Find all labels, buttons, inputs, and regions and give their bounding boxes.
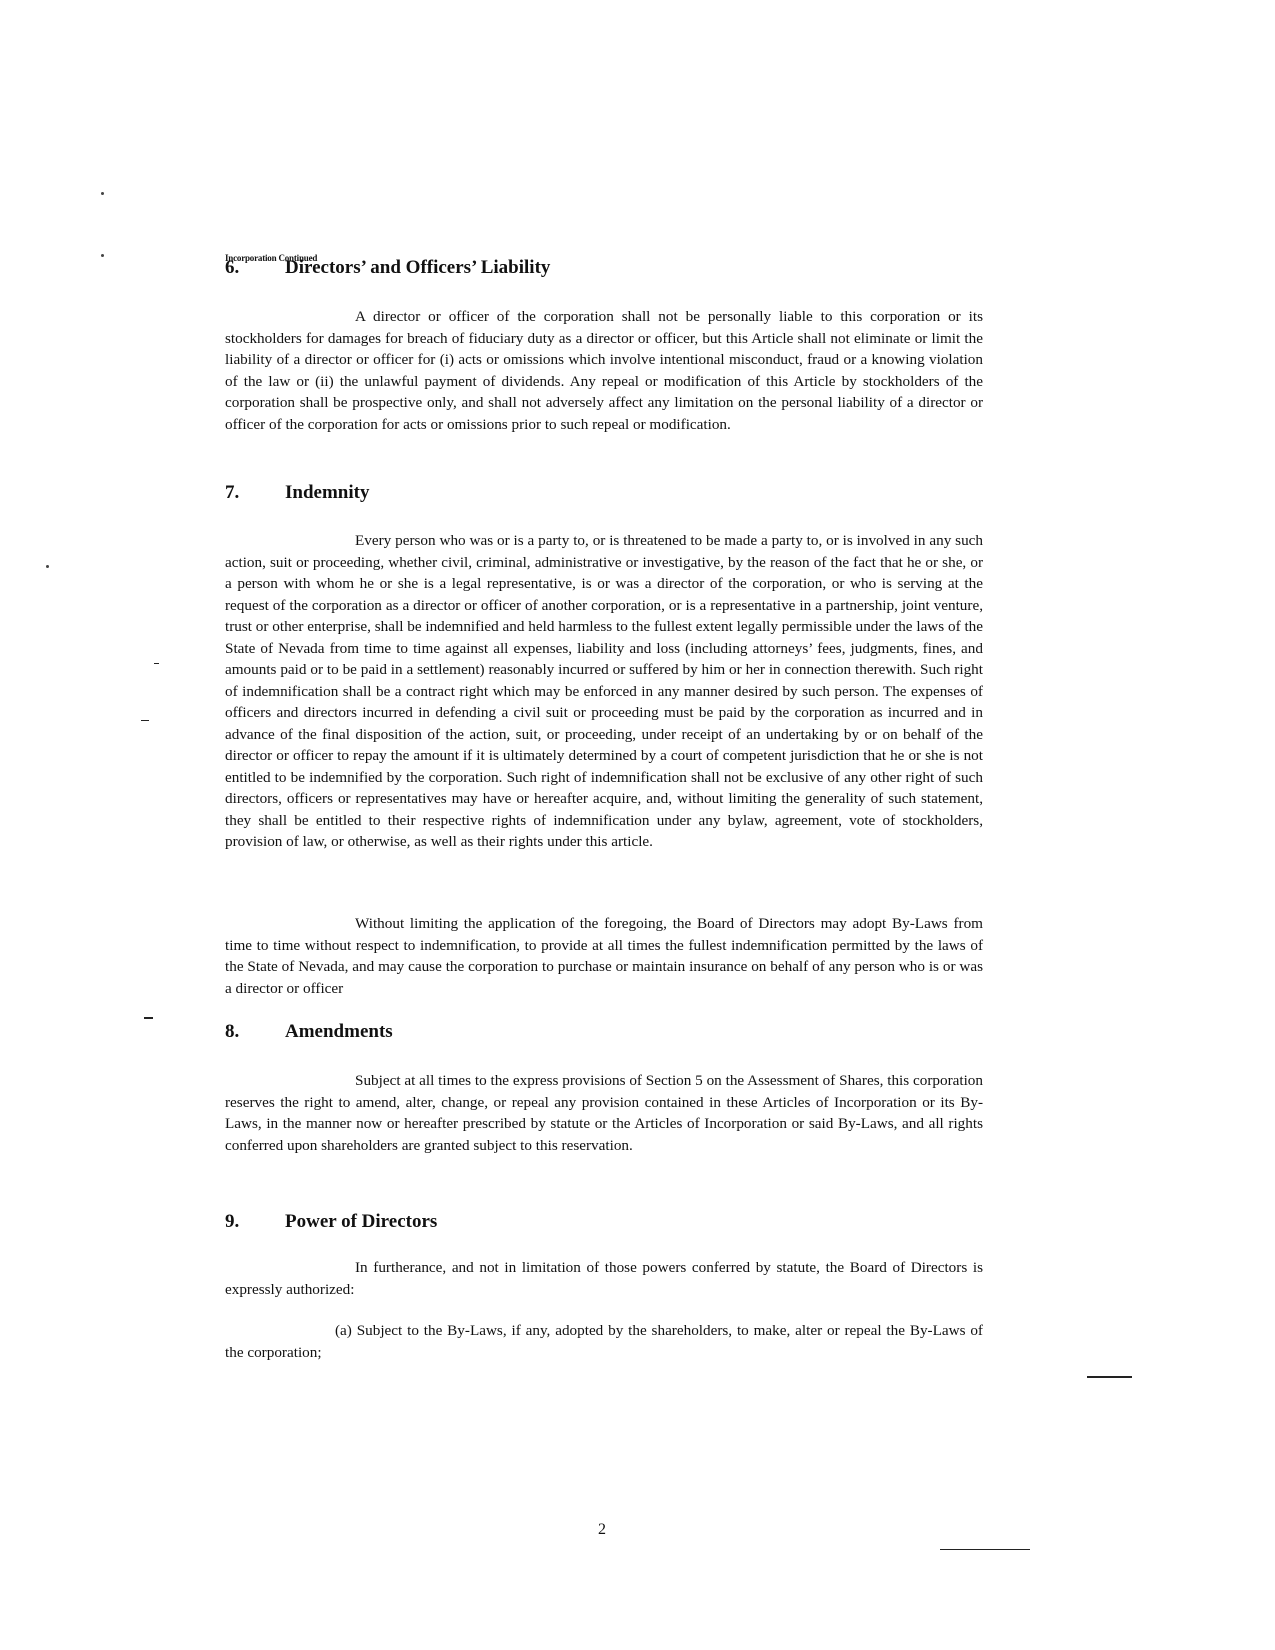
section-6-paragraph-1: A director or officer of the corporation shall not be personally liable to this corporation or its stockholders for damages for breach of fiduciary duty as a director or officer, but this Article shall not eliminate or limit the liability of a director or officer for (i) acts or omissions which involve intentional misconduct, fraud or a knowing violation of the law or (ii) the unlawful payment of dividends. Any repeal or modification of this Article by stockholders of the corporation shall be prospective only, and shall not adversely affect any limitation on the personal liability of a director or officer of the corporation for acts or omissions prior to such repeal or modification. [225,308,983,433]
section-9-heading [225,1211,437,1233]
scan-speck [101,192,104,195]
scan-speck [101,254,104,257]
running-head: Incorporation Continued [225,253,318,263]
scan-speck [46,565,49,568]
section-number: 6. [225,257,240,278]
page-number: 2 [598,1521,606,1538]
section-9-paragraph-2: (a) Subject to the By-Laws, if any, adopted by the shareholders, to make, alter or repeal the By-Laws of the corporation; [225,1322,983,1361]
margin-rule [1087,1376,1132,1378]
section-title: Indemnity [285,482,370,503]
section-number: 8. [225,1021,240,1042]
section-9-paragraph-1: In furtherance, and not in limitation of those powers conferred by statute, the Board of Directors is expressly authorized: [225,1259,983,1298]
section-7-paragraph-1: Every person who was or is a party to, or is threatened to be made a party to, or is involved in any such action, suit or proceeding, whether civil, criminal, administrative or investigative, by the reason of the fact that he or she, or a person with whom he or she is a legal representative, is or was a director of the corporation, or who is serving at the request of the corporation as a director or officer of another corporation, or is a representative in a partnership, joint venture, trust or other enterprise, shall be indemnified and held harmless to the fullest extent legally permissible under the laws of the State of Nevada from time to time against all expenses, liability and loss (including attorneys’ fees, judgments, fines, and amounts paid or to be paid in a settlement) reasonably incurred or suffered by him or her in connection therewith. Such right of indemnification shall be a contract right which may be enforced in any manner desired by such person. The expenses of officers and directors incurred in defending a civil suit or proceeding must be paid by the corporation as incurred and in advance of the final disposition of the action, suit, or proceeding, under receipt of an undertaking by or on behalf of the director or officer to repay the amount if it is ultimately determined by a court of competent jurisdiction that he or she is not entitled to be indemnified by the corporation. Such right of indemnification shall not be exclusive of any other right of such directors, officers or representatives may have or hereafter acquire, and, without limiting the generality of such statement, they shall be entitled to their respective rights of indemnification under any bylaw, agreement, vote of stockholders, provision of law, or otherwise, as well as their rights under this article. [225,532,983,850]
section-8-heading [225,1021,393,1043]
section-title: Amendments [285,1021,393,1042]
section-title: Directors’ and Officers’ Liability [285,257,551,278]
margin-mark [141,720,149,721]
section-number: 7. [225,482,240,503]
section-8-paragraph-1: Subject at all times to the express provisions of Section 5 on the Assessment of Shares, this corporation reserves the right to amend, alter, change, or repeal any provision contained in these Articles of Incorporation or its By-Laws, in the manner now or hereafter prescribed by statute or the Articles of Incorporation or said By-Laws, and all rights conferred upon shareholders are granted subject to this reservation. [225,1072,983,1154]
margin-rule [940,1549,1030,1550]
section-title: Power of Directors [285,1211,438,1232]
section-6-heading [225,257,550,279]
section-7-heading [225,482,369,504]
section-7-paragraph-2: Without limiting the application of the foregoing, the Board of Directors may adopt By-Laws from time to time without respect to indemnification, to provide at all times the fullest indemnification permitted by the laws of the State of Nevada, and may cause the corporation to purchase or maintain insurance on behalf of any person who is or was a director or officer [225,915,983,997]
margin-mark [154,663,159,664]
margin-mark [144,1017,153,1019]
section-number: 9. [225,1211,240,1232]
